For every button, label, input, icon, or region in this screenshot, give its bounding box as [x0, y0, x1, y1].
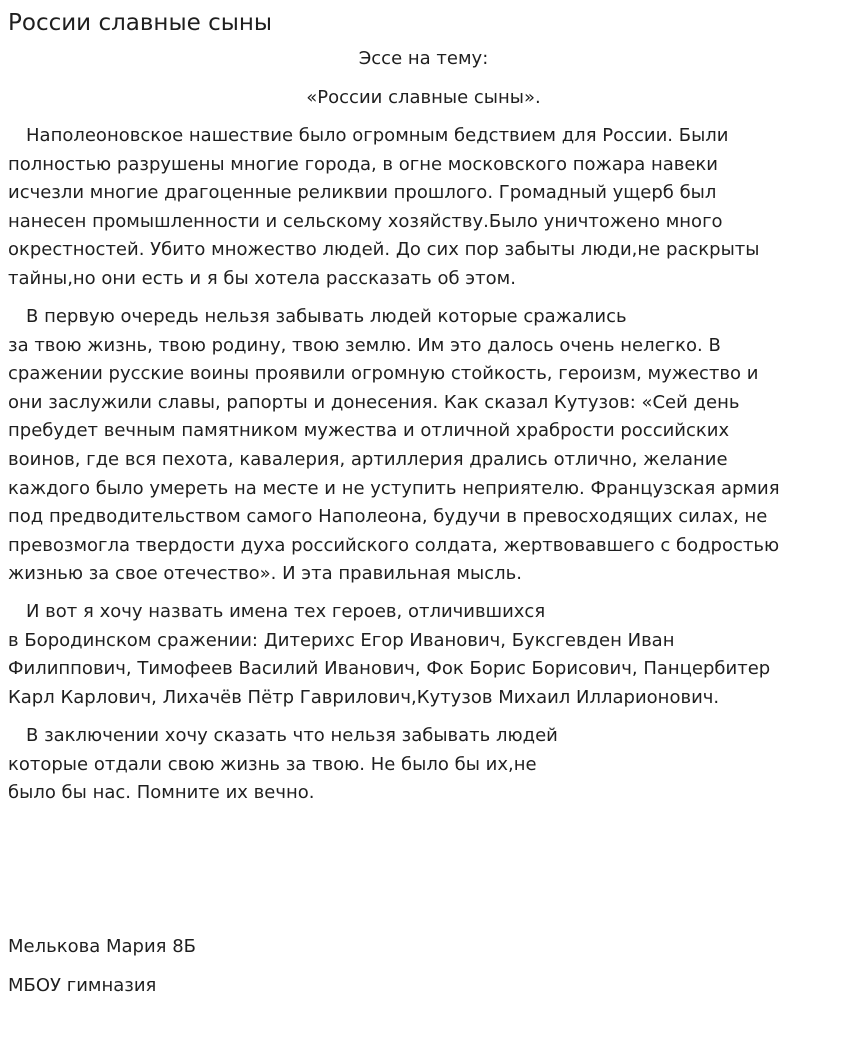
paragraph-line: которые отдали свою жизнь за твою. Не было бы их,не — [8, 753, 537, 775]
paragraph-line: было бы нас. Помните их вечно. — [8, 782, 315, 804]
paragraph-line: В первую очередь нельзя забывать людей которые сражались — [26, 306, 627, 327]
paragraph-line: за твою жизнь, твою родину, твою землю. Им это далось очень нелегко. В — [8, 334, 721, 356]
paragraph-line: И вот я хочу назвать имена тех героев, отличившихся — [26, 601, 546, 622]
paragraph-line: исчезли многие драгоценные реликвии прошлого. Громадный ущерб был — [8, 182, 717, 204]
paragraph-line: нанесен промышленности и сельскому хозяйству.Было уничтожено много — [8, 210, 723, 232]
paragraph-line: В заключении хочу сказать что нельзя забывать людей — [26, 725, 558, 746]
paragraph-line: Карл Карлович, Лихачёв Пётр Гаврилович,Кутузов Михаил Илларионович. — [8, 686, 720, 708]
essay-paragraph-1 — [8, 122, 840, 294]
paragraph-line: полностью разрушены многие города, в огне московского пожара навеки — [8, 153, 718, 175]
author-name: Мелькова Мария 8Б — [8, 936, 196, 957]
essay-paragraph-4 — [8, 722, 840, 808]
paragraph-line: жизнью за свое отечество». И эта правильная мысль. — [8, 563, 522, 585]
school-name: МБОУ гимназия — [8, 975, 157, 996]
paragraph-line: превозмогла твердости духа российского солдата, жертвовавшего с бодростью — [8, 534, 780, 556]
paragraph-line: в Бородинском сражении: Дитерихс Егор Иванович, Буксгевден Иван — [8, 629, 675, 651]
paragraph-line: пребудет вечным памятником мужества и отличной храбрости российских — [8, 420, 730, 442]
essay-paragraph-2 — [8, 303, 840, 589]
essay-heading: Эссе на тему: — [358, 48, 489, 69]
paragraph-line: воинов, где вся пехота, кавалерия, артиллерия дрались отлично, желание — [8, 448, 728, 470]
paragraph-line: они заслужили славы, рапорты и донесения. Как сказал Кутузов: «Сей день — [8, 391, 740, 413]
essay-paragraph-3 — [8, 598, 840, 712]
paragraph-line: Наполеоновское нашествие было огромным бедствием для России. Были — [26, 125, 729, 146]
paragraph-line: тайны,но они есть и я бы хотела рассказать об этом. — [8, 267, 516, 289]
essay-topic: «России славные сыны». — [306, 87, 541, 108]
paragraph-line: сражении русские воины проявили огромную стойкость, героизм, мужество и — [8, 363, 759, 385]
page-title: России славные сыны — [8, 10, 273, 36]
paragraph-line: окрестностей. Убито множество людей. До сих пор забыты люди,не раскрыты — [8, 239, 760, 261]
paragraph-line: под предводительством самого Наполеона, будучи в превосходящих силах, не — [8, 506, 768, 528]
paragraph-line: каждого было умереть на месте и не уступить неприятелю. Французская армия — [8, 477, 780, 499]
paragraph-line: Филиппович, Тимофеев Василий Иванович, Фок Борис Борисович, Панцербитер — [8, 658, 771, 680]
